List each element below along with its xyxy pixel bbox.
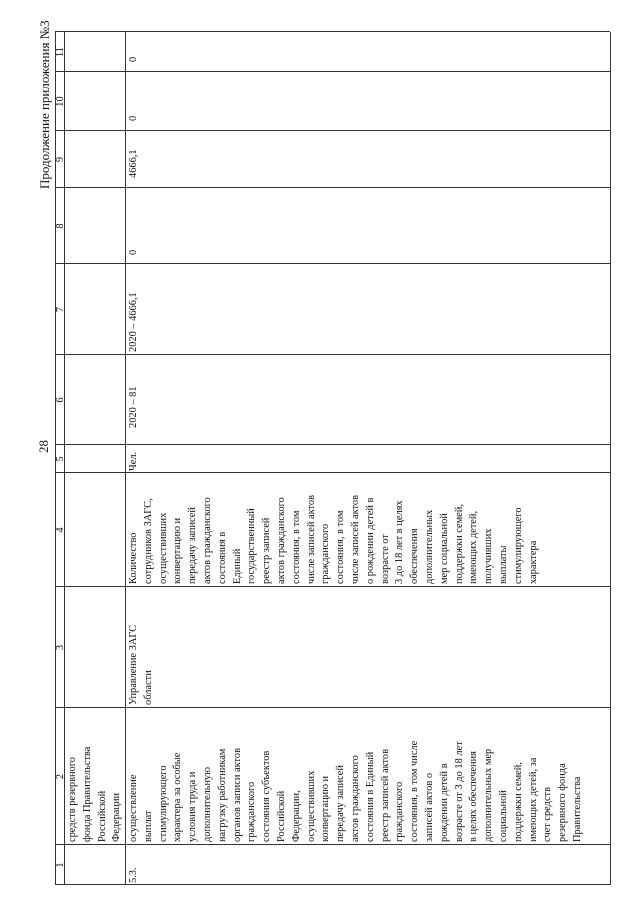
cell-line: Количество — [128, 532, 139, 584]
cell-line: фонда Правительства — [81, 746, 93, 842]
col11-value: 0 — [128, 56, 139, 62]
cell-line: осуществивших — [305, 770, 317, 842]
cell-line: 3 до 18 лет в целях — [394, 500, 406, 584]
cell-line: актов гражданского — [350, 755, 361, 842]
cell-line: счет средств — [542, 786, 554, 842]
col-border-9 — [55, 130, 610, 131]
cell-line: возрасте от — [379, 534, 391, 584]
cell-line: Управление ЗАГС — [128, 624, 139, 705]
col-number-5: 5 — [55, 456, 66, 462]
cell-line: числе записей актов — [305, 494, 317, 584]
cell-line: средств резервного — [67, 757, 78, 842]
cell-line: возрасте от 3 до 18 лет — [453, 741, 465, 842]
cell-line: характера — [527, 540, 539, 584]
col-number-1: 1 — [55, 862, 66, 868]
cell-line: стимулирующего — [512, 507, 524, 584]
cell-line: состояния в — [216, 531, 228, 584]
col10-value: 0 — [128, 115, 139, 121]
col-number-6: 6 — [55, 397, 66, 403]
col-border-1 — [55, 844, 610, 845]
cell-line: условия труда и — [187, 771, 199, 842]
cell-line: поддержки семей, — [512, 762, 524, 842]
cell-line: передачу записей — [335, 765, 347, 842]
cell-line: мер социальной — [438, 513, 450, 584]
col-border-6 — [55, 354, 610, 355]
unit-cell: Чел. — [128, 451, 139, 471]
cell-line: состояния в Единый — [364, 751, 376, 842]
cell-line: нагрузку работникам — [216, 748, 228, 842]
col-number-4: 4 — [55, 527, 66, 533]
col-number-10: 10 — [55, 96, 66, 107]
cell-line: обеспечения — [409, 528, 421, 584]
cell-line: гражданского — [320, 523, 332, 584]
cell-line: конвертацию и — [172, 517, 184, 584]
col-border-0 — [55, 884, 610, 885]
col-border-2 — [55, 707, 610, 708]
cell-line: Федерации — [111, 792, 123, 842]
cell-line: передачу записей — [187, 507, 199, 584]
col-number-2: 2 — [55, 773, 66, 780]
col-number-11: 11 — [55, 47, 66, 58]
cell-line: имеющих детей, за — [527, 757, 539, 842]
cell-line: состояния, в том — [335, 510, 347, 584]
col6-value: 2020 – 81 — [128, 386, 139, 428]
col8-value: 0 — [128, 249, 139, 255]
col-number-8: 8 — [55, 223, 66, 229]
cell-line: Российской — [276, 790, 287, 842]
col-border-4 — [55, 472, 610, 473]
cell-line: получивших — [483, 528, 495, 584]
col-border-3 — [55, 586, 610, 587]
cell-line: числе записей актов — [350, 494, 361, 584]
cell-line: имеющих детей, — [468, 510, 480, 584]
col-number-3: 3 — [55, 644, 66, 651]
cell-line: актов гражданского — [276, 497, 287, 584]
cell-line: характера за особые — [172, 752, 184, 842]
cell-line: сотрудников ЗАГС, — [142, 498, 154, 584]
cell-line: выплаты — [498, 545, 509, 584]
page-number: 28 — [36, 440, 51, 453]
cell-line: дополнительную — [202, 766, 213, 842]
cell-line: Единый — [231, 548, 243, 584]
cell-line: состояния субъектов — [261, 750, 273, 842]
cell-line: стимулирующего — [157, 765, 169, 842]
cell-line: актов гражданского — [202, 497, 213, 584]
col-border-5 — [55, 444, 610, 445]
col-number-9: 9 — [55, 156, 66, 163]
cell-line: о рождении детей в — [364, 497, 376, 584]
cell-line: области — [142, 670, 154, 705]
cell-line: поддержки семей, — [453, 504, 465, 584]
table-bottom-border — [610, 32, 611, 885]
row-divider — [125, 32, 126, 885]
col-number-7: 7 — [55, 306, 66, 313]
cell-line: Федерации, — [290, 790, 302, 842]
cell-line: записей актов о — [424, 772, 435, 842]
cell-line: резервного фонда — [557, 763, 569, 842]
cell-line: реестр записей — [261, 517, 273, 584]
cell-line: в целях обеспечения — [468, 751, 480, 842]
cell-line: реестр записей актов — [379, 749, 391, 842]
cell-line: дополнительных — [424, 509, 435, 584]
cell-line: гражданского — [246, 781, 258, 842]
cell-line: гражданского — [394, 781, 406, 842]
cell-line: социальной — [498, 790, 509, 842]
cell-line: выплат — [142, 810, 154, 842]
row-number: 5.3. — [128, 867, 139, 883]
cell-line: рождении детей в — [438, 763, 450, 842]
col7-value: 2020 – 4666,1 — [128, 292, 139, 352]
col-border-11 — [55, 31, 610, 32]
col9-value: 4666,1 — [128, 149, 139, 178]
cell-line: состояния, в том числе — [409, 740, 421, 842]
cell-line: осуществивших — [157, 512, 169, 584]
cell-line: конвертацию и — [320, 775, 332, 842]
cell-line: государственный — [246, 508, 258, 584]
cell-line: Правительства — [572, 776, 583, 842]
col-border-8 — [55, 187, 610, 188]
cell-line: состояния, в том — [290, 510, 302, 584]
col-border-7 — [55, 263, 610, 264]
cell-line: Российской — [96, 790, 108, 842]
cell-line: органов записи актов — [231, 747, 243, 842]
col-border-10 — [55, 71, 610, 72]
cell-line: осуществление — [128, 774, 139, 842]
continuation-title: Продолжение приложения №3 — [37, 20, 52, 189]
cell-line: дополнительных мер — [483, 748, 495, 842]
